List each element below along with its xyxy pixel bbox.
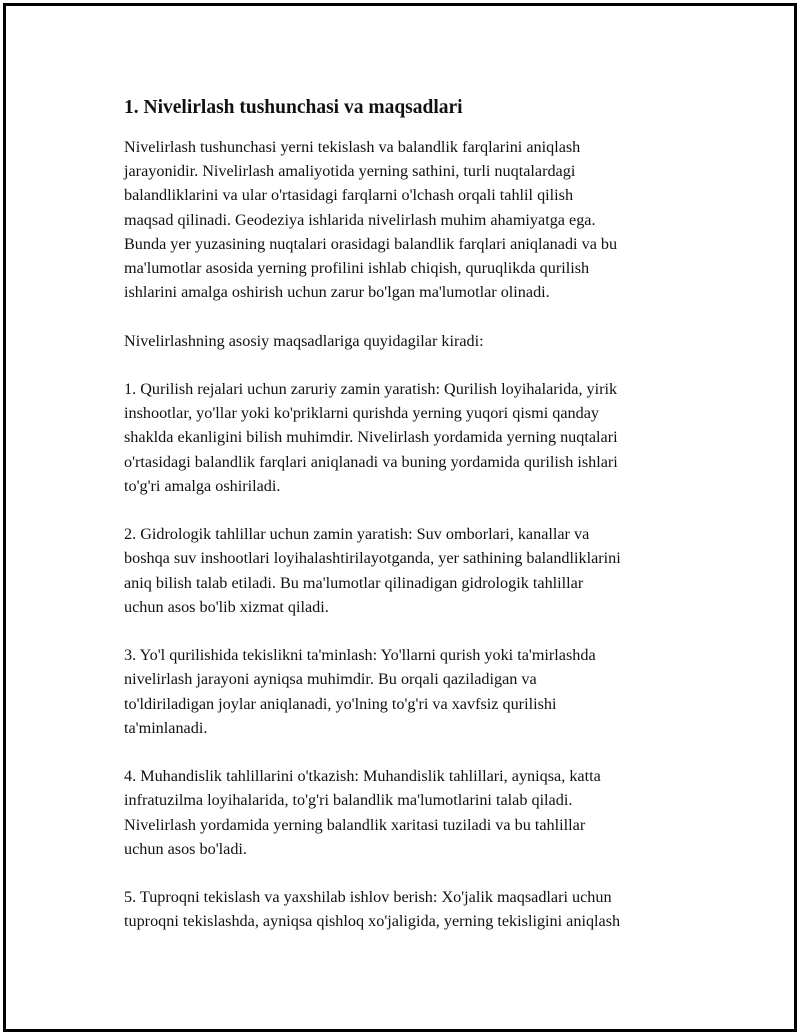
text-line: uchun asos bo'lib xizmat qiladi. [124,597,329,616]
text-line: 3. Yo'l qurilishida tekislikni ta'minlash: Yo'llarni qurish yoki ta'mirlashda [124,646,596,665]
text-line: infratuzilma loyihalarida, to'g'ri balandlik ma'lumotlarini talab qiladi. [124,791,573,810]
text-line: o'rtasidagi balandlik farqlari aniqlanadi va buning yordamida qurilish ishlari [124,452,618,471]
text-line: 2. Gidrologik tahlillar uchun zamin yaratish: Suv omborlari, kanallar va [124,525,590,544]
text-line: nivelirlash jarayoni ayniqsa muhimdir. Bu orqali qaziladigan va [124,670,537,689]
text-line: aniq bilish talab etiladi. Bu ma'lumotlar qilinadigan gidrologik tahlillar [124,573,584,592]
paragraph [124,885,704,933]
paragraph [124,377,704,498]
section-heading: 1. Nivelirlash tushunchasi va maqsadlari [124,97,463,118]
document-body [124,96,704,958]
paragraph [124,764,704,861]
text-line: balandliklarini va ular o'rtasidagi farqlarni o'lchash orqali tahlil qilish [124,186,574,205]
paragraph-list [124,135,704,934]
text-line: Nivelirlashning asosiy maqsadlariga quyidagilar kiradi: [124,331,484,350]
paragraph [124,135,704,304]
text-line: shaklda ekanligini bilish muhimdir. Nivelirlash yordamida yerning nuqtalari [124,428,618,447]
text-line: 4. Muhandislik tahlillarini o'tkazish: Muhandislik tahlillari, ayniqsa, katta [124,767,601,786]
text-line: ma'lumotlar asosida yerning profilini ishlab chiqish, quruqlikda qurilish [124,259,590,278]
paragraph [124,522,704,619]
text-line: to'ldiriladigan joylar aniqlanadi, yo'lning to'g'ri va xavfsiz qurilishi [124,694,557,713]
paragraph [124,643,704,740]
text-line: 5. Tuproqni tekislash va yaxshilab ishlov berish: Xo'jalik maqsadlari uchun [124,888,612,907]
text-line: jarayonidir. Nivelirlash amaliyotida yerning sathini, turli nuqtalardagi [124,162,576,181]
text-line: boshqa suv inshootlari loyihalashtirilayotganda, yer sathining balandliklarini [124,549,621,568]
text-line: to'g'ri amalga oshiriladi. [124,476,281,495]
page-frame [3,3,797,1032]
text-line: maqsad qilinadi. Geodeziya ishlarida nivelirlash muhim ahamiyatga ega. [124,210,596,229]
text-line: Bunda yer yuzasining nuqtalari orasidagi balandlik farqlari aniqlanadi va bu [124,234,618,253]
text-line: ishlarini amalga oshirish uchun zarur bo'lgan ma'lumotlar olinadi. [124,283,550,302]
text-line: 1. Qurilish rejalari uchun zaruriy zamin yaratish: Qurilish loyihalarida, yirik [124,380,618,398]
text-line: tuproqni tekislashda, ayniqsa qishloq xo'jaligida, yerning tekisligini aniqlash [124,912,621,931]
text-line: ta'minlanadi. [124,718,208,737]
text-line: uchun asos bo'ladi. [124,839,247,858]
text-line: Nivelirlash tushunchasi yerni tekislash va balandlik farqlarini aniqlash [124,138,581,156]
text-line: inshootlar, yo'llar yoki ko'priklarni qurishda yerning yuqori qismi qanday [124,404,599,423]
paragraph [124,329,704,353]
text-line: Nivelirlash yordamida yerning balandlik xaritasi tuziladi va bu tahlillar [124,815,586,834]
